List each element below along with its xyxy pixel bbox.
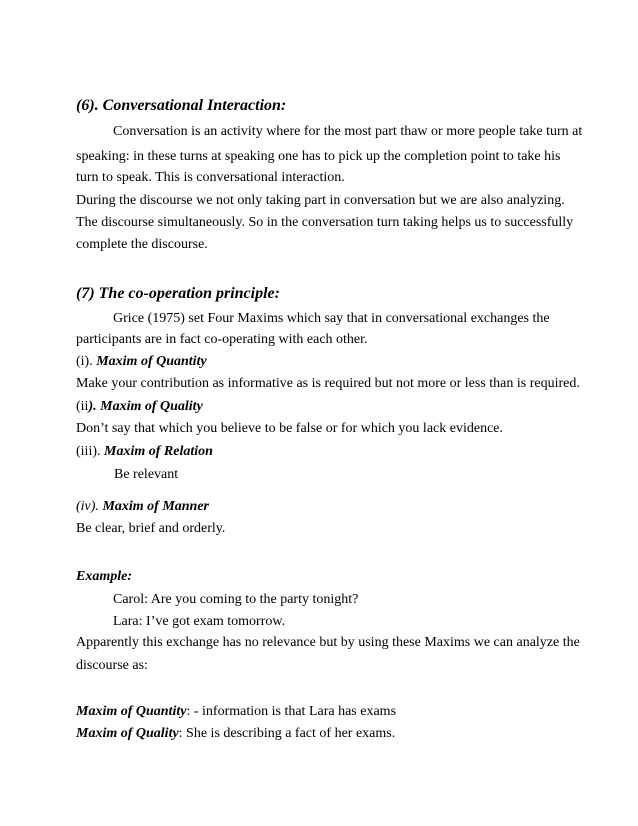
maxim-name: Maxim of Quantity: [76, 704, 187, 719]
paragraph-line: During the discourse we not only taking part in conversation but we are also analyzing.: [76, 193, 565, 208]
maxim-name: ). Maxim of Quality: [88, 399, 203, 414]
maxim-note-text: : - information is that Lara has exams: [186, 704, 397, 719]
maxim-quantity-desc: Make your contribution as informative as is required but not more or less than is required.: [76, 376, 580, 391]
example-label: Example:: [76, 569, 132, 584]
maxim-name: Maxim of Quality: [76, 726, 179, 741]
maxim-name: Maxim of Relation: [104, 444, 213, 459]
paragraph-line: discourse as:: [76, 658, 148, 673]
maxim-number: (ii: [76, 399, 89, 414]
maxim-note-quantity: [76, 703, 396, 721]
maxim-note-text: : She is describing a fact of her exams.: [178, 726, 396, 741]
maxim-manner-title: [76, 498, 209, 516]
paragraph-line: turn to speak. This is conversational interaction.: [76, 170, 345, 185]
maxim-number: (i).: [76, 354, 97, 369]
maxim-relation-title: [76, 443, 213, 461]
maxim-relation-desc: Be relevant: [114, 467, 179, 482]
section-6-heading: (6). Conversational Interaction:: [76, 97, 287, 114]
dialogue-line: Lara: I’ve got exam tomorrow.: [113, 614, 286, 629]
section-7-heading: (7) The co-operation principle:: [76, 285, 280, 302]
paragraph-line: Conversation is an activity where for the most part thaw or more people take turn at: [113, 124, 583, 139]
maxim-number: (iii).: [76, 444, 104, 459]
maxim-number: (iv).: [76, 499, 103, 514]
paragraph-line: complete the discourse.: [76, 237, 208, 252]
dialogue-line: Carol: Are you coming to the party tonight?: [113, 592, 359, 607]
maxim-name: Maxim of Quantity: [96, 354, 207, 369]
maxim-manner-desc: Be clear, brief and orderly.: [76, 521, 226, 536]
maxim-quality-desc: Don’t say that which you believe to be false or for which you lack evidence.: [76, 421, 503, 436]
maxim-note-quality: [76, 725, 395, 743]
maxim-quality-title: [76, 398, 203, 416]
paragraph-line: Apparently this exchange has no relevance but by using these Maxims we can analyze the: [76, 635, 580, 650]
paragraph-line: speaking: in these turns at speaking one has to pick up the completion point to take his: [76, 149, 561, 164]
paragraph-line: The discourse simultaneously. So in the conversation turn taking helps us to successfully: [76, 215, 574, 230]
maxim-name: Maxim of Manner: [102, 499, 210, 514]
maxim-quantity-title: [76, 353, 207, 371]
paragraph-line: Grice (1975) set Four Maxims which say that in conversational exchanges the: [113, 311, 550, 326]
paragraph-line: participants are in fact co-operating with each other.: [76, 332, 368, 347]
